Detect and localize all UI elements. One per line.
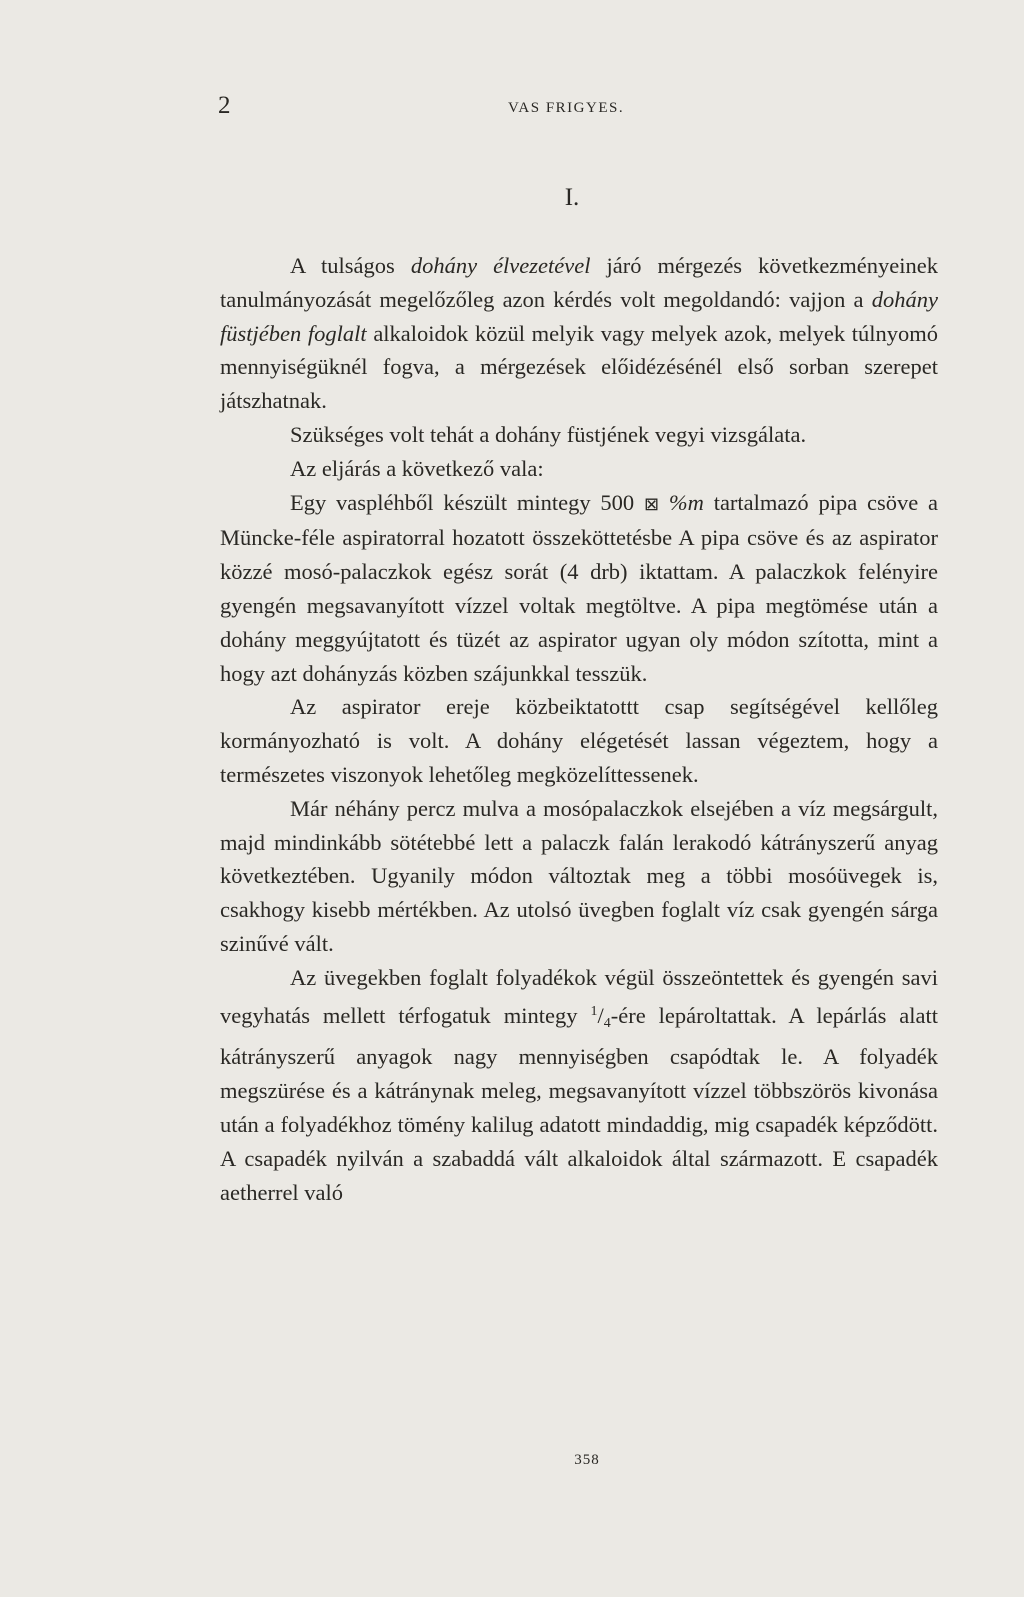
page-header <box>218 92 930 120</box>
running-head: VAS FRIGYES. <box>508 100 625 116</box>
paragraph <box>220 486 938 691</box>
paragraph-text: Az üvegekben foglalt folyadékok végül összeöntettek és gyengén savi vegyhatás mellett térfogatuk mintegy <box>220 964 938 1028</box>
paragraph-text: tartalmazó pipa csöve a Müncke-féle aspiratorral hozatott összeköttetésbe A pipa csöve és az aspirator közzé mosó-palaczkok egész sorát (4 drb) iktattam. A palaczkok felényire gyengén megsavanyított vízzel voltak megtöltve. A pipa megtömése után a dohány meggyújtatott és tüzét az aspirator ugyan oly módon szította, mint a hogy azt dohányzás közben szájunkkal tesszük. <box>220 489 939 686</box>
paragraph-text: Egy vaspléhből készült mintegy 500 <box>290 489 644 515</box>
paragraph <box>220 249 938 418</box>
emphasized-text: dohány füstjében foglalt <box>220 286 938 346</box>
fraction-denominator: 4 <box>603 1015 611 1031</box>
section-number: I. <box>564 184 580 211</box>
square-measure-icon: ⊠ <box>643 493 660 515</box>
emphasized-text: dohány élvezetével <box>410 253 591 278</box>
paragraph: Az eljárás a következő vala: <box>290 455 544 481</box>
signature-mark: 358 <box>574 1452 600 1468</box>
unit-text: %m <box>668 489 704 515</box>
paragraph: Már néhány percz mulva a mosópalaczkok elsejében a víz megsárgult, majd mindinkább sötétebbé lett a palaczk falán lerakodó kátrányszerű anyag következtében. Ugyanily módon változtak meg a többi mosóüvegek is, csakhogy kisebb mértékben. Az utolsó üvegben foglalt víz csak gyengén sárga szinűvé vált. <box>220 795 938 956</box>
paragraph-text: alkaloidok közül melyik vagy melyek azok, melyek túlnyomó mennyiségüknél fogva, a mérgezések előidézésénél első sorban szerepet játszhatnak. <box>220 320 938 414</box>
paragraph: Az üvegekben foglalt folyadékok végül összeöntettek és gyengén savi vegyhatás mellett térfogatuk mintegy $^1/_4$-ére lepároltattak. A lepárlás alatt kátrányszerű anyagok nagy mennyiségben csapódtak le. A folyadék megszürése és a kátránynak meleg, megsavanyított vízzel többszörös kivonása után a folyadékhoz tömény kalilug adatott mindaddig, mig csapadék képződött. A csapadék nyilván a szabaddá vált alkaloidok által származott. E csapadék aetherrel való <box>220 964 938 1205</box>
fraction-numerator: 1 <box>590 1003 598 1019</box>
paragraph: Szükséges volt tehát a dohány füstjének vegyi vizsgálata. <box>290 421 807 447</box>
paragraph: Az aspirator ereje közbeiktatottt csap segítségével kellőleg kormányozható is volt. A dohány elégetését lassan végeztem, hogy a természetes viszonyok lehetőleg megközelíttessenek. <box>220 694 938 787</box>
paragraph-text: járó mérgezés következményeinek tanulmányozását megelőzőleg azon kérdés volt megoldandó: vajjon a <box>220 253 939 312</box>
paragraph-text: -ére lepároltattak. A lepárlás alatt kátrányszerű anyagok nagy mennyiségben csapódtak le. A folyadék megszürése és a kátránynak meleg, megsavanyított vízzel többszörös kivonása után a folyadékhoz tömény kalilug adatott mindaddig, mig csapadék képződött. A csapadék nyilván a szabaddá vált alkaloidok által származott. E csapadék aetherrel való <box>220 1002 938 1205</box>
paragraph-text: A tulságos <box>290 253 411 278</box>
body-text <box>220 249 938 1209</box>
page-number: 2 <box>218 92 231 119</box>
